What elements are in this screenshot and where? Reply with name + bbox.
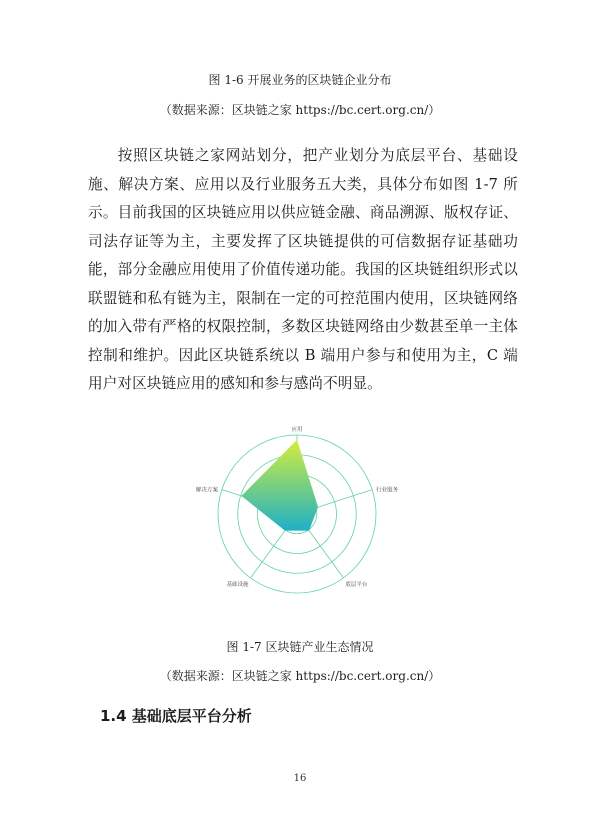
body-paragraph-text: 按照区块链之家网站划分，把产业划分为底层平台、基础设施、解决方案、应用以及行业服务五大类，具体分布如图 1-7 所示。目前我国的区块链应用以供应链金融、商品溯源、版权存证、司法存证等为主，主要发挥了区块链提供的可信数据存证基础功能，部分金融应用使用了价值传递功能。我国的区块链组织形式以联盟链和私有链为主，限制在一定的可控范围内使用，区块链网络的加入带有严格的权限控制，多数区块链网络由少数甚至单一主体控制和维护。因此区块链系统以 B 端用户参与和使用为主，C 端用户对区块链应用的感知和参与感尚不明显。 — [88, 147, 518, 392]
radar-axis-label: 应用 — [291, 427, 303, 433]
radar-series — [241, 440, 318, 531]
figure-1-6-caption: 图 1-6 开展业务的区块链企业分布 — [208, 73, 392, 87]
section-heading: 1.4 基础底层平台分析 — [100, 707, 252, 725]
radar-area — [241, 440, 318, 531]
figure-1-6-source: （数据来源：区块链之家 https://bc.cert.org.cn/） — [159, 103, 441, 117]
figure-1-7-source: （数据来源：区块链之家 https://bc.cert.org.cn/） — [159, 669, 441, 683]
page-number: 16 — [293, 773, 307, 784]
radar-axis-label: 解决方案 — [195, 487, 218, 494]
radar-chart — [160, 424, 430, 604]
body-paragraph — [88, 142, 518, 399]
figure-1-7-caption: 图 1-7 区块链产业生态情况 — [226, 640, 374, 654]
radar-axis-label: 基础设施 — [226, 581, 249, 588]
radar-axis-label: 行业服务 — [376, 487, 399, 494]
radar-axis-label: 底层平台 — [345, 581, 368, 588]
